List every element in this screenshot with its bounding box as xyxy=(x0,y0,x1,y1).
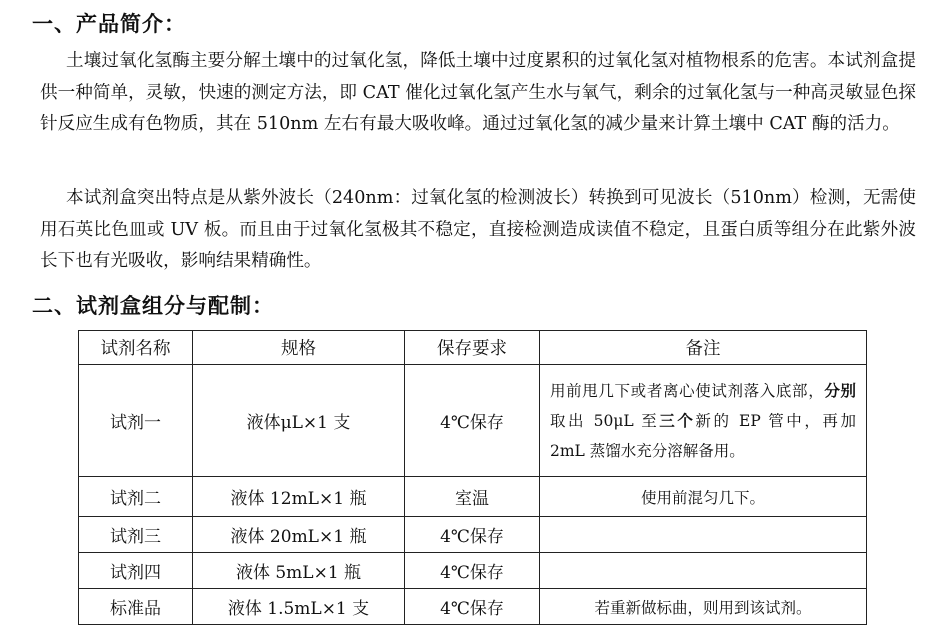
spec-cell: 液体μL×1 支 xyxy=(193,365,405,477)
note-emphasis-text: 三个 xyxy=(659,410,696,430)
note-cell: 使用前混匀几下。 xyxy=(540,477,867,517)
table-row xyxy=(79,553,867,589)
components-table xyxy=(78,330,867,625)
spec-cell: 液体 5mL×1 瓶 xyxy=(193,553,405,589)
table-header-row xyxy=(79,331,867,365)
storage-cell: 室温 xyxy=(405,477,540,517)
note-text: 用前甩几下或者离心使试剂落入底部， xyxy=(550,381,825,400)
note-cell xyxy=(540,517,867,553)
header-spec: 规格 xyxy=(193,331,405,365)
storage-cell: 4℃保存 xyxy=(405,589,540,625)
spec-cell: 液体 12mL×1 瓶 xyxy=(193,477,405,517)
note-cell: 若重新做标曲，则用到该试剂。 xyxy=(540,589,867,625)
header-storage: 保存要求 xyxy=(405,331,540,365)
reagent-name-cell: 试剂一 xyxy=(79,365,193,477)
table-row xyxy=(79,365,867,477)
storage-cell: 4℃保存 xyxy=(405,553,540,589)
table-row xyxy=(79,517,867,553)
header-reagent-name: 试剂名称 xyxy=(79,331,193,365)
header-note: 备注 xyxy=(540,331,867,365)
reagent-name-cell: 试剂二 xyxy=(79,477,193,517)
reagent-name-cell: 试剂三 xyxy=(79,517,193,553)
reagent-name-cell: 试剂四 xyxy=(79,553,193,589)
note-text: 取出 50μL 至 xyxy=(550,411,660,430)
section-title-kit-components: 二、试剂盒组分与配制： xyxy=(32,294,274,318)
reagent-name-cell: 标准品 xyxy=(79,589,193,625)
spec-cell: 液体 20mL×1 瓶 xyxy=(193,517,405,553)
section-title-product-intro: 一、产品简介： xyxy=(32,12,186,36)
note-text: 新的 EP 管中，再加 2mL 蒸馏水充分溶解备用。 xyxy=(550,411,856,460)
spec-cell: 液体 1.5mL×1 支 xyxy=(193,589,405,625)
storage-cell: 4℃保存 xyxy=(405,365,540,477)
table-row xyxy=(79,477,867,517)
note-cell xyxy=(540,365,867,477)
intro-paragraph-2: 本试剂盒突出特点是从紫外波长（240nm：过氧化氢的检测波长）转换到可见波长（510nm）检测，无需使用石英比色皿或 UV 板。而且由于过氧化氢极其不稳定，直接检测造成读值不稳定，且蛋白质等组分在此紫外波长下也有光吸收，影响结果精确性。 xyxy=(40,188,916,271)
note-emphasis-text: 分别 xyxy=(824,380,856,400)
note-cell xyxy=(540,553,867,589)
intro-paragraph-1: 土壤过氧化氢酶主要分解土壤中的过氧化氢，降低土壤中过度累积的过氧化氢对植物根系的危害。本试剂盒提供一种简单，灵敏，快速的测定方法，即 CAT 催化过氧化氢产生水与氧气，剩余的过氧化氢与一种高灵敏显色探针反应生成有色物质，其在 510nm 左右有最大吸收峰。通过过氧化氢的减少量来计算土壤中 CAT 酶的活力。 xyxy=(40,51,916,134)
storage-cell: 4℃保存 xyxy=(405,517,540,553)
table-row xyxy=(79,589,867,625)
